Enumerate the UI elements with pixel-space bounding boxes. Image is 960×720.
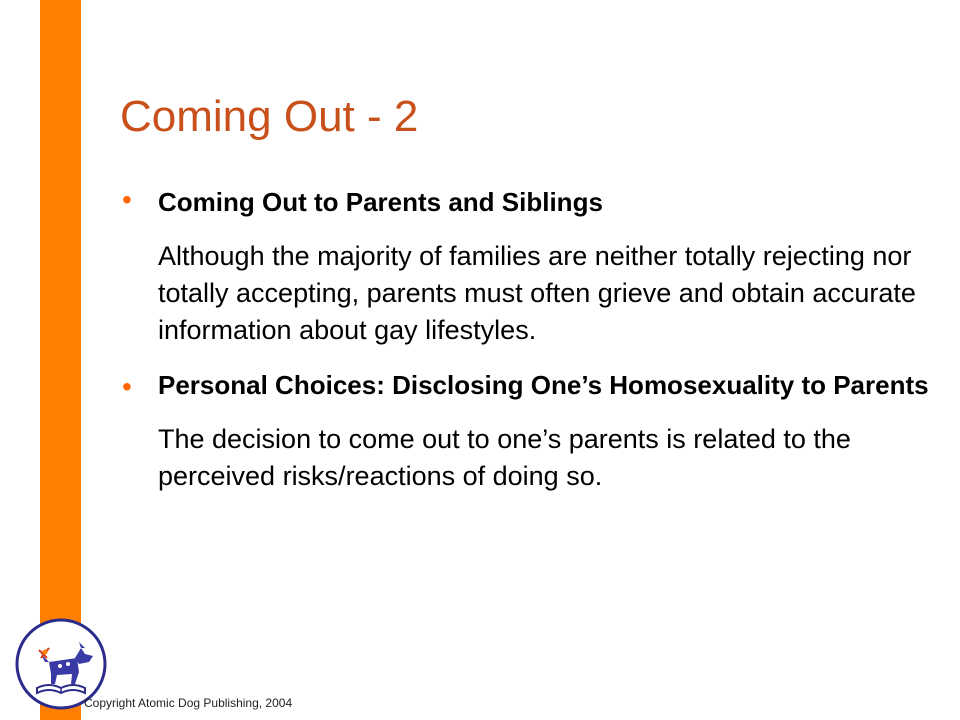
bullet-dot: •	[122, 371, 132, 402]
bullet-heading: Personal Choices: Disclosing One’s Homosexuality to Parents	[158, 370, 929, 400]
slide-body	[120, 180, 940, 495]
bullet-item	[120, 367, 940, 495]
bullet-text: The decision to come out to one’s parents is related to the perceived risks/reactions of doing so.	[158, 424, 851, 491]
slide-title: Coming Out - 2	[120, 92, 419, 141]
bullet-dot: •	[122, 184, 132, 215]
bullet-heading: Coming Out to Parents and Siblings	[158, 187, 603, 217]
bullet-item	[120, 180, 940, 349]
copyright-notice: Copyright Atomic Dog Publishing, 2004	[84, 696, 293, 710]
bullet-text: Although the majority of families are neither totally rejecting nor totally accepting, parents must often grieve and obtain accurate information about gay lifestyles.	[158, 241, 916, 345]
accent-bar	[40, 0, 81, 720]
